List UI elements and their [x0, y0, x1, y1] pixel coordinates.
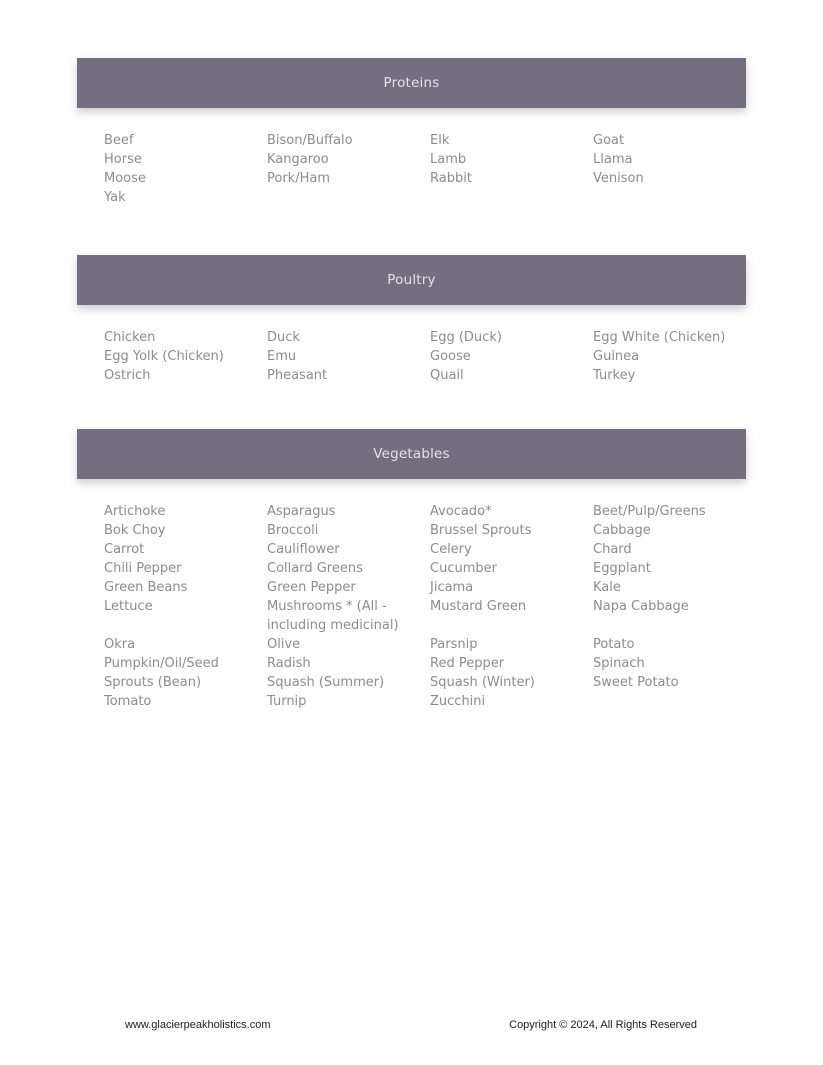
list-item: Radish — [267, 656, 311, 671]
list-item: Elk — [430, 133, 450, 148]
list-item: Cabbage — [593, 523, 651, 538]
list-item: Squash (Winter) — [430, 675, 535, 690]
list-item: Cauliflower — [267, 542, 340, 557]
list-item: Asparagus — [267, 504, 336, 519]
food-list-page — [77, 58, 746, 711]
list-item: Pumpkin/Oil/Seed — [104, 656, 219, 671]
list-item: Goose — [430, 349, 471, 364]
list-item — [267, 188, 430, 207]
list-item: Rabbit — [430, 171, 472, 186]
list-item: Turkey — [593, 368, 636, 383]
list-item: Guinea — [593, 349, 640, 364]
list-item: Beet/Pulp/Greens — [593, 504, 706, 519]
list-item: Llama — [593, 152, 633, 167]
list-item: Lettuce — [104, 599, 153, 614]
list-item: Okra — [104, 637, 136, 652]
list-item: Chili Pepper — [104, 561, 182, 576]
list-item: Duck — [267, 330, 300, 345]
section-proteins — [77, 58, 746, 207]
list-item: Celery — [430, 542, 472, 557]
list-item: Yak — [104, 190, 126, 205]
section-header-bar: Poultry — [77, 255, 746, 305]
list-item: Egg (Duck) — [430, 330, 502, 345]
section-item-grid — [77, 305, 746, 385]
list-item: Ostrich — [104, 368, 151, 383]
list-item: Bok Choy — [104, 523, 166, 538]
section-item-grid — [77, 108, 746, 207]
list-item: Chicken — [104, 330, 156, 345]
list-item: Avocado* — [430, 504, 492, 519]
list-item: Olive — [267, 637, 301, 652]
list-item: Moose — [104, 171, 146, 186]
list-item: Quail — [430, 368, 464, 383]
list-item: Pheasant — [267, 368, 328, 383]
list-item: Egg Yolk (Chicken) — [104, 349, 224, 364]
list-item: Napa Cabbage — [593, 599, 689, 614]
list-item: Zucchini — [430, 694, 486, 709]
list-item: Lamb — [430, 152, 467, 167]
list-item: Kangaroo — [267, 152, 329, 167]
section-item-grid — [77, 479, 746, 711]
list-item: Collard Greens — [267, 561, 363, 576]
page-footer — [0, 1018, 823, 1032]
list-item: Brussel Sprouts — [430, 523, 532, 538]
section-poultry — [77, 255, 746, 385]
list-item: Emu — [267, 349, 297, 364]
list-item: Chard — [593, 542, 632, 557]
list-item: Cucumber — [430, 561, 497, 576]
list-item: Tomato — [104, 694, 152, 709]
list-item: Squash (Summer) — [267, 675, 385, 690]
list-item: Kale — [593, 580, 621, 595]
list-item: Egg White (Chicken) — [593, 330, 726, 345]
list-item: Potato — [593, 637, 635, 652]
list-item: Venison — [593, 171, 644, 186]
list-item: Jicama — [430, 580, 474, 595]
list-item: Mustard Green — [430, 599, 527, 614]
list-item: Red Pepper — [430, 656, 505, 671]
list-item: Beef — [104, 133, 134, 148]
list-item: Broccoli — [267, 523, 319, 538]
list-item: Goat — [593, 133, 625, 148]
list-item: Turnip — [267, 694, 307, 709]
section-vegetables — [77, 429, 746, 711]
footer-website: www.glacierpeakholistics.com — [125, 1019, 271, 1031]
list-item: Carrot — [104, 542, 145, 557]
footer-copyright: Copyright © 2024, All Rights Reserved — [509, 1019, 697, 1031]
list-item: Bison/Buffalo — [267, 133, 353, 148]
list-item: Spinach — [593, 656, 645, 671]
list-item: Artichoke — [104, 504, 166, 519]
list-item: Green Beans — [104, 580, 188, 595]
list-item: Mushrooms * (All - including medicinal) — [267, 599, 399, 633]
list-item: Sweet Potato — [593, 675, 679, 690]
list-item — [430, 188, 593, 207]
list-item: Eggplant — [593, 561, 651, 576]
section-header-bar: Proteins — [77, 58, 746, 108]
list-item: Sprouts (Bean) — [104, 675, 202, 690]
list-item — [593, 188, 746, 207]
list-item: Pork/Ham — [267, 171, 330, 186]
list-item — [593, 692, 746, 711]
section-header-bar: Vegetables — [77, 429, 746, 479]
list-item: Parsnip — [430, 637, 478, 652]
list-item: Horse — [104, 152, 142, 167]
list-item: Green Pepper — [267, 580, 356, 595]
